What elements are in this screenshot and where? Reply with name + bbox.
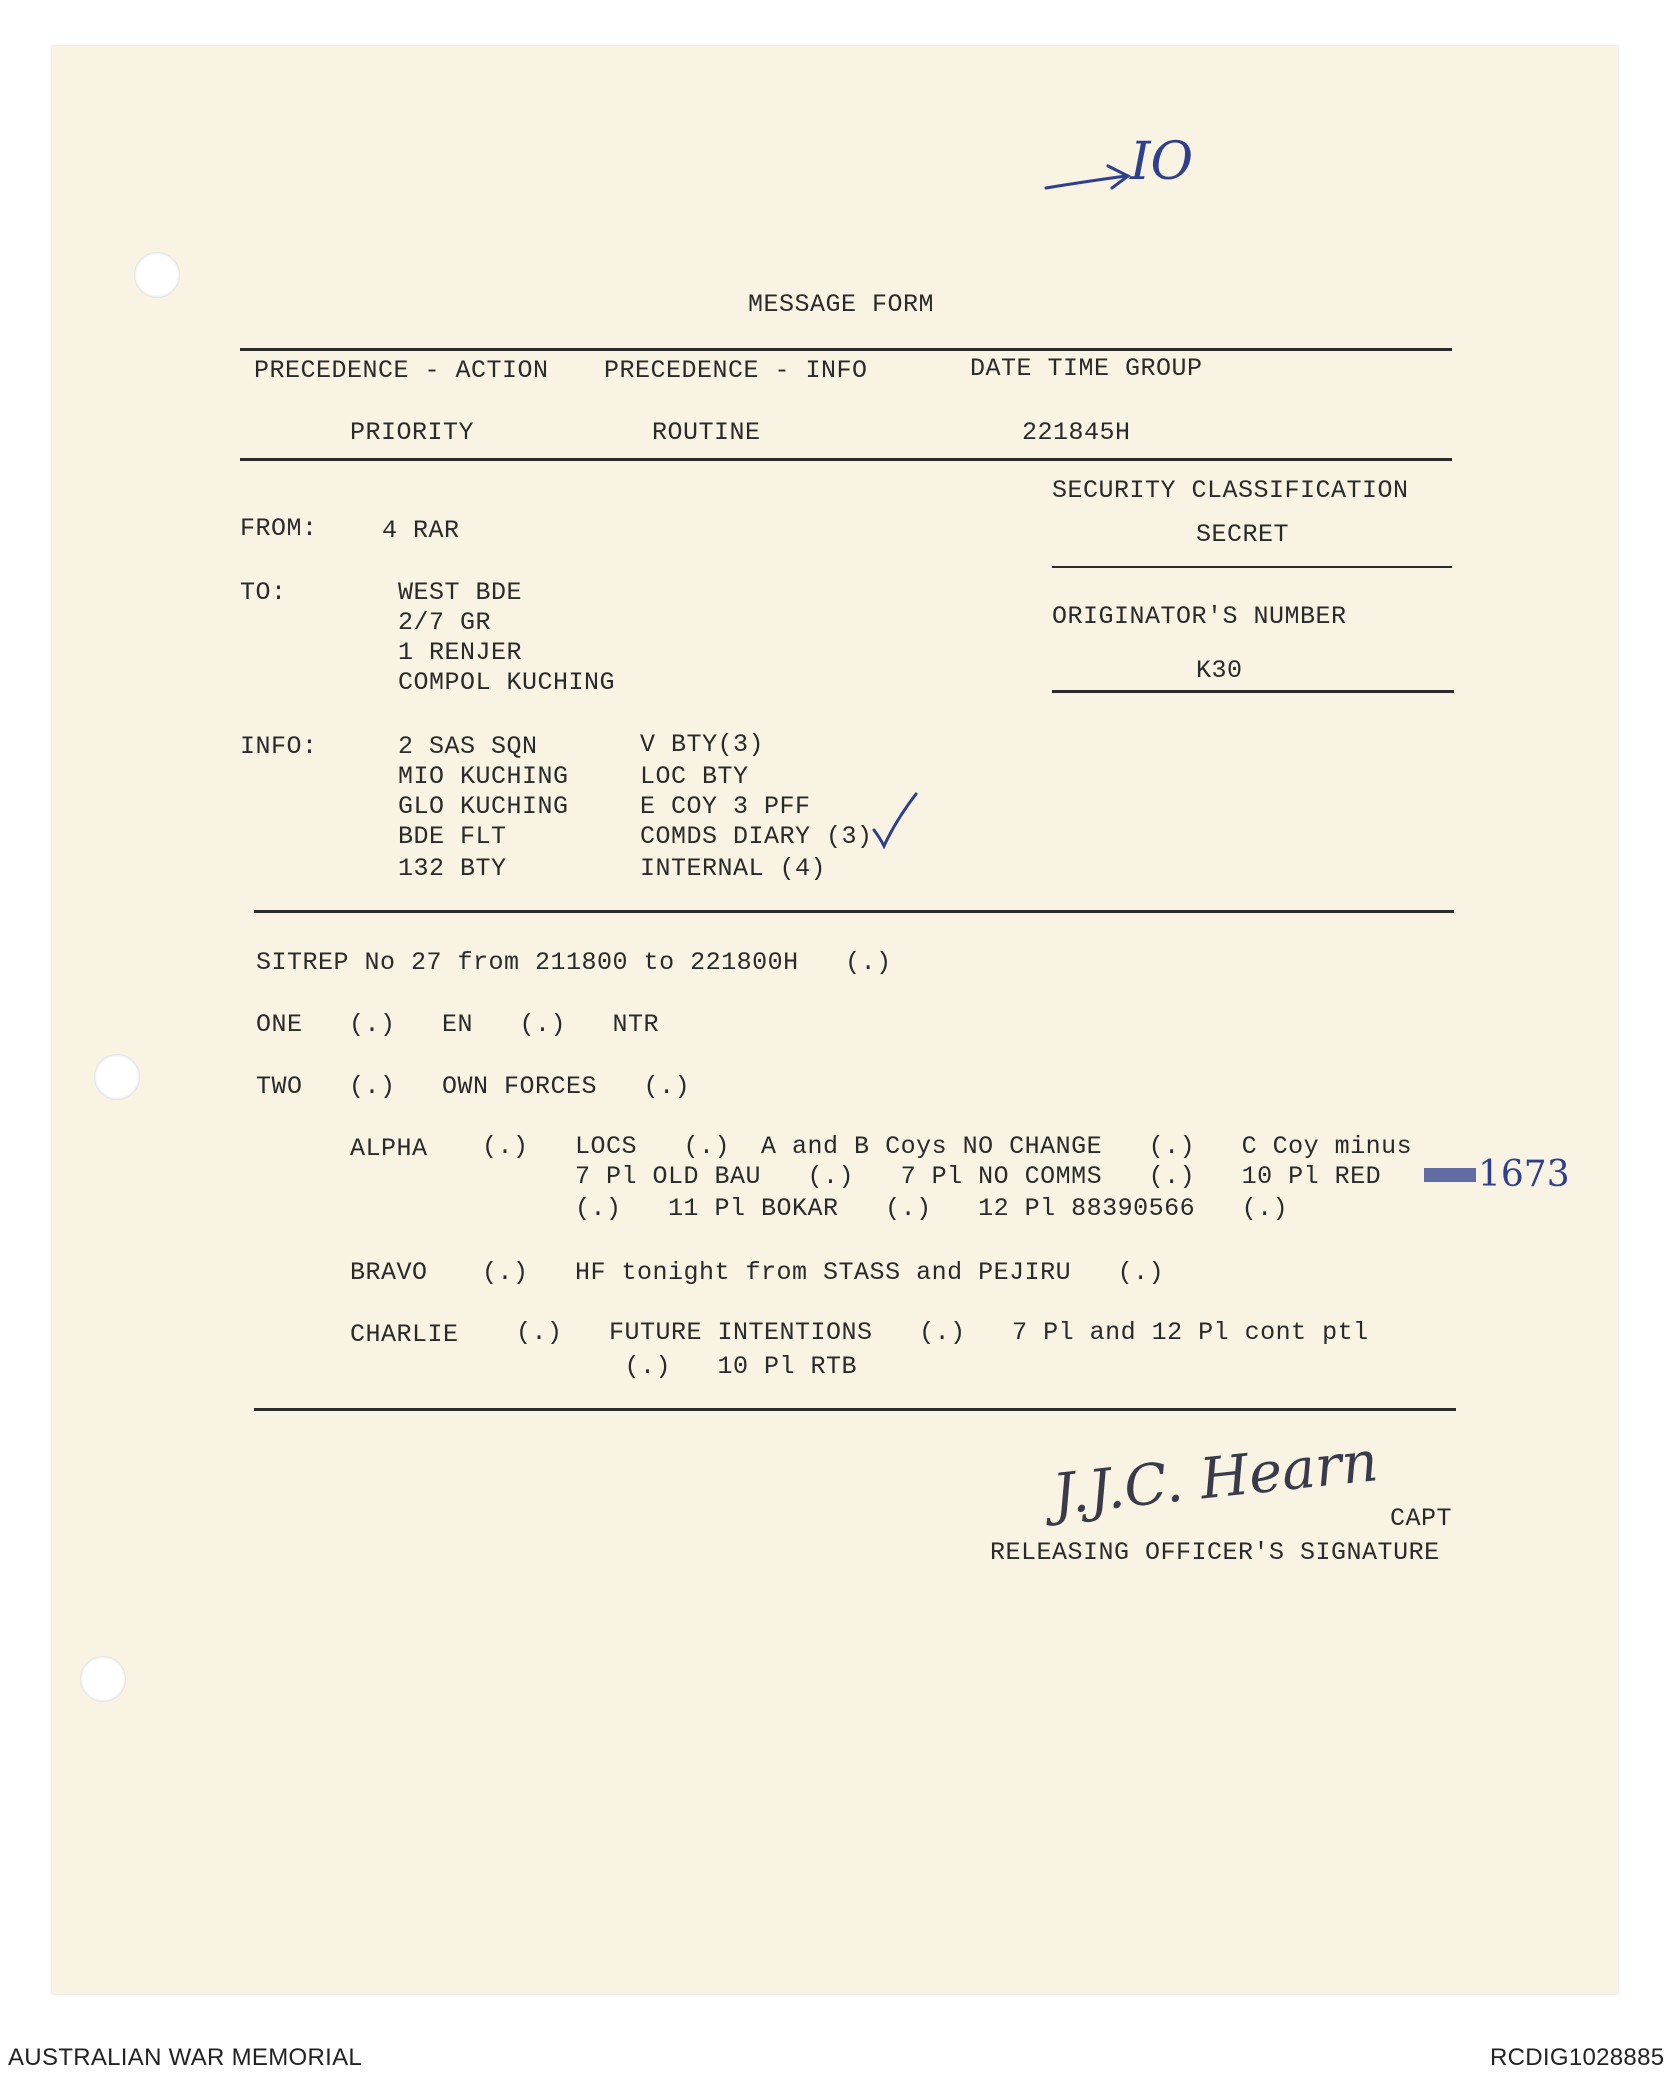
charlie-label: CHARLIE (350, 1320, 459, 1349)
charlie-line: (.) FUTURE INTENTIONS (.) 7 Pl and 12 Pl cont ptl (516, 1318, 1369, 1347)
info-line: MIO KUCHING (398, 762, 569, 791)
precedence-info-value: ROUTINE (652, 418, 761, 447)
punch-hole-bottom (80, 1656, 126, 1702)
alpha-line: (.) LOCS (.) A and B Coys NO CHANGE (.) C Coy minus (482, 1132, 1413, 1161)
form-title: MESSAGE FORM (748, 290, 935, 319)
para-one: ONE (.) EN (.) NTR (256, 1010, 660, 1039)
officer-signature: J.J.C. Hearn (1049, 1429, 1381, 1528)
to-line: 1 RENJER (398, 638, 523, 667)
precedence-info-label: PRECEDENCE - INFO (604, 356, 868, 385)
annotation-io-text: IO (1130, 132, 1194, 192)
originator-number-value: K30 (1196, 656, 1243, 685)
sitrep-line: SITREP No 27 from 211800 to 221800H (.) (256, 948, 892, 977)
precedence-action-value: PRIORITY (350, 418, 475, 447)
info-line: LOC BTY (640, 762, 749, 791)
dtg-value: 221845H (1022, 418, 1131, 447)
info-label: INFO: (240, 732, 318, 761)
to-line: COMPOL KUCHING (398, 668, 616, 697)
info-line: V BTY(3) (640, 730, 765, 759)
alpha-label: ALPHA (350, 1134, 428, 1163)
from-value: 4 RAR (382, 516, 460, 545)
struck-out-text (1422, 1162, 1478, 1188)
body-bottom-rule (254, 1408, 1456, 1411)
alpha-line: (.) 11 Pl BOKAR (.) 12 Pl 88390566 (.) (482, 1194, 1289, 1223)
bravo-line: (.) HF tonight from STASS and PEJIRU (.) (482, 1258, 1165, 1287)
grid-correction: 1673 (1478, 1154, 1570, 1195)
info-line: COMDS DIARY (3) (640, 822, 873, 851)
arrow-icon (1042, 158, 1132, 198)
to-line: 2/7 GR (398, 608, 492, 637)
info-line: 2 SAS SQN (398, 732, 538, 761)
charlie-line: (.) 10 Pl RTB (516, 1352, 858, 1381)
alpha-line: 7 Pl OLD BAU (.) 7 Pl NO COMMS (.) 10 Pl RED (482, 1162, 1382, 1191)
header-top-rule (240, 348, 1452, 351)
releasing-officer-label: RELEASING OFFICER'S SIGNATURE (990, 1538, 1440, 1567)
dtg-label: DATE TIME GROUP (970, 354, 1203, 383)
signature-rank: CAPT (1390, 1504, 1453, 1533)
precedence-action-label: PRECEDENCE - ACTION (254, 356, 549, 385)
checkmark-icon (870, 790, 920, 850)
info-line: 132 BTY (398, 854, 507, 883)
originator-rule (1052, 690, 1454, 693)
to-line: WEST BDE (398, 578, 523, 607)
header-bottom-rule (240, 458, 1452, 461)
security-classification-label: SECURITY CLASSIFICATION (1052, 476, 1409, 505)
from-label: FROM: (240, 514, 318, 543)
footer-id: RCDIG1028885 (1490, 2044, 1665, 2071)
info-bottom-rule (254, 910, 1454, 913)
footer-source: AUSTRALIAN WAR MEMORIAL (8, 2044, 363, 2071)
punch-hole-middle (94, 1054, 140, 1100)
info-line: BDE FLT (398, 822, 507, 851)
to-label: TO: (240, 578, 287, 607)
info-line: E COY 3 PFF (640, 792, 811, 821)
security-classification-value: SECRET (1196, 520, 1290, 549)
para-two: TWO (.) OWN FORCES (.) (256, 1072, 691, 1101)
punch-hole-top (134, 252, 180, 298)
originator-number-label: ORIGINATOR'S NUMBER (1052, 602, 1347, 631)
security-rule (1052, 566, 1452, 568)
info-line: GLO KUCHING (398, 792, 569, 821)
bravo-label: BRAVO (350, 1258, 428, 1287)
info-line: INTERNAL (4) (640, 854, 827, 883)
